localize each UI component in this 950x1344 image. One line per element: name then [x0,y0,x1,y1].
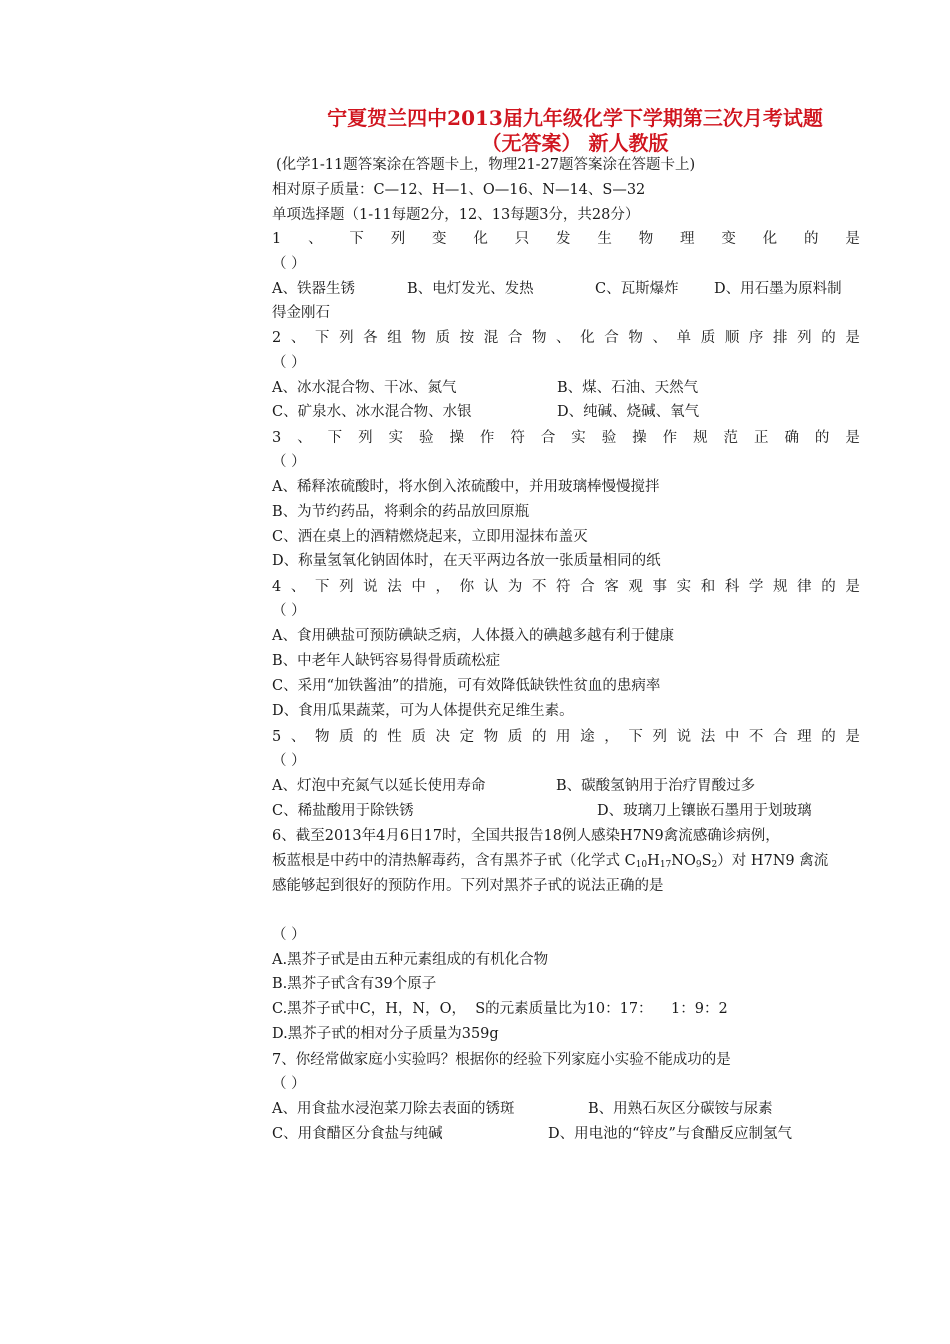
q5-option-c: C、稀盐酸用于除铁锈 [272,803,414,819]
q2-stem-char: 质 [435,330,450,346]
q5-stem-char: 列 [652,729,667,745]
q2-stem-char: 顺 [724,330,740,346]
q4-stem-char: 客 [604,579,619,595]
q5-stem-char: 是 [845,729,860,745]
answer-note: (化学1-11题答案涂在答题卡上，物理21-27题答案涂在答题卡上) [276,157,696,173]
q3-stem-char: 作 [479,430,495,446]
q5-stem-char: 不 [748,729,764,745]
q5-stem-char: 说 [676,729,692,745]
q6-sub-h: 17 [659,860,672,870]
q4-stem-char: 的 [821,579,836,595]
q4-stem-char: 合 [580,579,595,595]
q1-stem-char: 变 [432,231,447,247]
q1-blank: （ ） [272,256,306,272]
q1-stem-char: 化 [762,231,778,247]
q5-stem-char: 合 [773,729,788,745]
q4-option-d: D、食用瓜果蔬菜，可为人体提供充足维生素。 [272,703,574,719]
q6-stem-line1: 6、截至2013年4月6日17时，全国共报告18例人感染H7N9禽流感确诊病例， [272,828,780,844]
q4-stem-char: 中 [411,579,426,595]
q6-stem-line2 [272,851,860,875]
q5-option-d: D、玻璃刀上镶嵌石墨用于划玻璃 [597,803,812,819]
q2-stem-char: 质 [700,330,716,346]
q6-formula-h: H [647,853,660,869]
q2-stem-char: 、 [290,330,306,346]
q4-stem-char: 说 [363,579,378,595]
q2-stem-char: 合 [604,330,619,346]
q2-stem-char: 、 [652,330,667,346]
q2-option-b: B、煤、石油、天然气 [557,380,699,396]
q2-option-a: A、冰水混合物、干冰、氮气 [272,380,457,396]
q7-option-b: B、用熟石灰区分碳铵与尿素 [588,1101,773,1117]
q6-blank: （ ） [272,927,306,943]
q4-stem-char: 认 [483,579,499,595]
q2-stem-char: 列 [797,330,812,346]
q4-stem-char: 4 [272,579,282,595]
q2-blank: （ ） [272,355,306,371]
q3-stem-char: 验 [601,430,617,446]
q4-stem-char: 、 [290,579,306,595]
q7-option-c: C、用食醋区分食盐与纯碱 [272,1126,443,1142]
q4-stem-char: 不 [531,579,547,595]
q1-stem-char: 只 [514,231,530,247]
q3-stem-char: 、 [297,430,312,446]
q2-stem-char: 排 [773,330,788,346]
q2-stem-char: 下 [314,330,330,346]
q6-stem-line2-pre: 板蓝根是中药中的清热解毒药，含有黑芥子甙（化学式 C [272,853,636,869]
q3-stem-char: 确 [784,430,799,446]
q5-stem-char: 质 [507,729,523,745]
q4-option-b: B、中老年人缺钙容易得骨质疏松症 [272,653,501,669]
q3-option-c: C、洒在桌上的酒精燃烧起来，立即用湿抹布盖灭 [272,529,588,545]
q4-option-c: C、采用“加铁酱油”的措施，可有效降低缺铁性贫血的患病率 [272,678,661,694]
q5-stem-char: 的 [363,729,378,745]
q3-stem-char: 验 [419,430,434,446]
q4-stem-char: 符 [556,579,571,595]
q4-stem-char: 实 [676,579,692,595]
atomic-mass: 相对原子质量：C—12、H—1、O—16、N—14、S—32 [272,182,646,198]
q1-stem-char: 发 [556,231,571,247]
q5-stem-char: 途 [580,729,595,745]
q6-option-c: C.黑芥子甙中C，H，N，O， S的元素质量比为10：17： 1：9：2 [272,1001,728,1017]
q4-blank: （ ） [272,603,306,619]
q4-stem-char: ， [435,579,450,595]
q4-stem-char: 和 [700,579,716,595]
q3-stem-char: 列 [358,430,373,446]
q3-stem-char: 3 [272,430,282,446]
q3-option-d: D、称量氢氧化钠固体时，在天平两边各放一张质量相同的纸 [272,553,661,569]
q1-stem-char: 化 [473,231,488,247]
q5-stem-char: 的 [531,729,547,745]
q5-stem-char: 物 [483,729,499,745]
q2-stem-char: 物 [531,330,547,346]
q2-stem-char: 按 [459,330,475,346]
q6-stem-line3: 感能够起到很好的预防作用。下列对黑芥子甙的说法正确的是 [272,878,664,894]
q4-stem-char: 你 [459,579,475,595]
q1-option-a: A、铁器生锈 [272,281,355,297]
q2-stem-char: 列 [339,330,354,346]
q2-stem-char: 、 [556,330,571,346]
q6-sub-c: 10 [635,860,648,870]
q5-option-b: B、碳酸氢钠用于治疗胃酸过多 [556,778,756,794]
q3-stem-char: 合 [540,430,556,446]
q3-stem-char: 操 [632,430,647,446]
q7-blank: （ ） [272,1076,306,1092]
q2-stem-char: 单 [676,330,692,346]
q5-stem-char: 的 [821,729,836,745]
q1-option-b: B、电灯发光、发热 [407,281,534,297]
q4-stem-char: 是 [845,579,860,595]
q5-stem-char: 理 [797,729,812,745]
q2-stem-char: 化 [580,330,595,346]
q2-stem-char: 合 [507,330,523,346]
q5-stem-char: 物 [314,729,330,745]
q7-stem: 7、你经常做家庭小实验吗？根据你的经验下列家庭小实验不能成功的是 [272,1052,731,1068]
q2-stem-char: 的 [821,330,836,346]
q3-option-b: B、为节约药品，将剩余的药品放回原瓶 [272,504,530,520]
q4-stem-char: 列 [339,579,354,595]
q2-stem-char: 物 [411,330,426,346]
q2-option-c: C、矿泉水、冰水混合物、水银 [272,404,472,420]
q5-blank: （ ） [272,753,306,769]
q4-stem-char: 事 [652,579,667,595]
q1-stem-char: 生 [597,231,612,247]
q5-stem-char: ， [604,729,619,745]
q1-stem-char: 变 [721,231,736,247]
q5-stem-char: 定 [459,729,475,745]
q6-formula-no: NO [671,853,696,869]
q3-stem-char: 实 [388,430,404,446]
q3-stem-char: 范 [723,430,739,446]
q4-stem [272,577,860,597]
q2-stem-char: 物 [628,330,643,346]
q1-stem-char: 理 [680,231,695,247]
q1-stem-char: 物 [638,231,654,247]
q1-stem [272,229,860,249]
q1-stem-char: 的 [804,231,819,247]
q5-stem-char: 性 [387,729,402,745]
q5-stem [272,727,860,747]
q3-stem-char: 符 [510,430,525,446]
q1-option-d-cont: 得金刚石 [272,305,330,321]
q3-blank: （ ） [272,454,306,470]
q3-stem-char: 规 [693,430,708,446]
q2-stem-char: 2 [272,330,282,346]
q7-option-a: A、用食盐水浸泡菜刀除去表面的锈斑 [272,1101,515,1117]
q5-stem-char: 质 [339,729,354,745]
q3-stem-char: 下 [327,430,343,446]
q5-stem-char: 法 [700,729,716,745]
q4-stem-char: 学 [748,579,764,595]
q6-stem-line2-post: ）对 H7N9 禽流 [717,853,829,869]
q2-option-d: D、纯碱、烧碱、氧气 [557,404,700,420]
q5-stem-char: 下 [628,729,643,745]
q2-stem-char: 各 [363,330,378,346]
q2-stem [272,328,860,348]
q4-stem-char: 律 [797,579,812,595]
q5-stem-char: 质 [411,729,426,745]
q6-sub-o: 9 [695,860,702,870]
q2-stem-char: 混 [483,330,499,346]
doc-title-line2: （无答案） 新人教版 [481,131,669,155]
q1-option-c: C、瓦斯爆炸 [595,281,679,297]
q5-stem-char: 决 [435,729,450,745]
q2-stem-char: 序 [748,330,764,346]
q2-stem-char: 组 [387,330,402,346]
q1-stem-char: 1 [272,231,282,247]
q6-sub-s: 2 [711,860,718,870]
q5-stem-char: 用 [556,729,571,745]
q7-option-d: D、用电池的“锌皮”与食醋反应制氢气 [548,1126,792,1142]
q3-stem-char: 的 [814,430,830,446]
q1-stem-char: 列 [390,231,406,247]
q3-stem-char: 作 [662,430,678,446]
q4-stem-char: 为 [507,579,523,595]
q4-stem-char: 规 [773,579,788,595]
section-heading: 单项选择题（1-11每题2分，12、13每题3分，共28分） [272,207,640,223]
q6-option-d: D.黑芥子甙的相对分子质量为359g [272,1026,499,1042]
q4-stem-char: 下 [314,579,330,595]
q3-stem [272,428,860,448]
doc-title-line1: 宁夏贺兰四中2013届九年级化学下学期第三次月考试题 [327,106,823,130]
q1-stem-char: 、 [308,231,323,247]
q4-stem-char: 法 [387,579,402,595]
q5-stem-char: 中 [724,729,740,745]
q6-option-a: A.黑芥子甙是由五种元素组成的有机化合物 [272,952,549,968]
q1-stem-char: 是 [845,231,860,247]
q3-option-a: A、稀释浓硫酸时，将水倒入浓硫酸中，并用玻璃棒慢慢搅拌 [272,479,660,495]
q4-stem-char: 科 [724,579,740,595]
q3-stem-char: 是 [845,430,860,446]
q2-stem-char: 是 [845,330,860,346]
q5-stem-char: 、 [290,729,306,745]
q6-formula-s: S [701,853,712,869]
q4-option-a: A、食用碘盐可预防碘缺乏病，人体摄入的碘越多越有利于健康 [272,628,674,644]
q1-stem-char: 下 [349,231,364,247]
q5-option-a: A、灯泡中充氮气以延长使用寿命 [272,778,486,794]
q1-option-d: D、用石墨为原料制 [714,281,842,297]
q3-stem-char: 正 [753,430,769,446]
q5-stem-char: 5 [272,729,282,745]
q3-stem-char: 操 [449,430,464,446]
q4-stem-char: 观 [628,579,643,595]
q3-stem-char: 实 [571,430,586,446]
q6-option-b: B.黑芥子甙含有39个原子 [272,976,437,992]
